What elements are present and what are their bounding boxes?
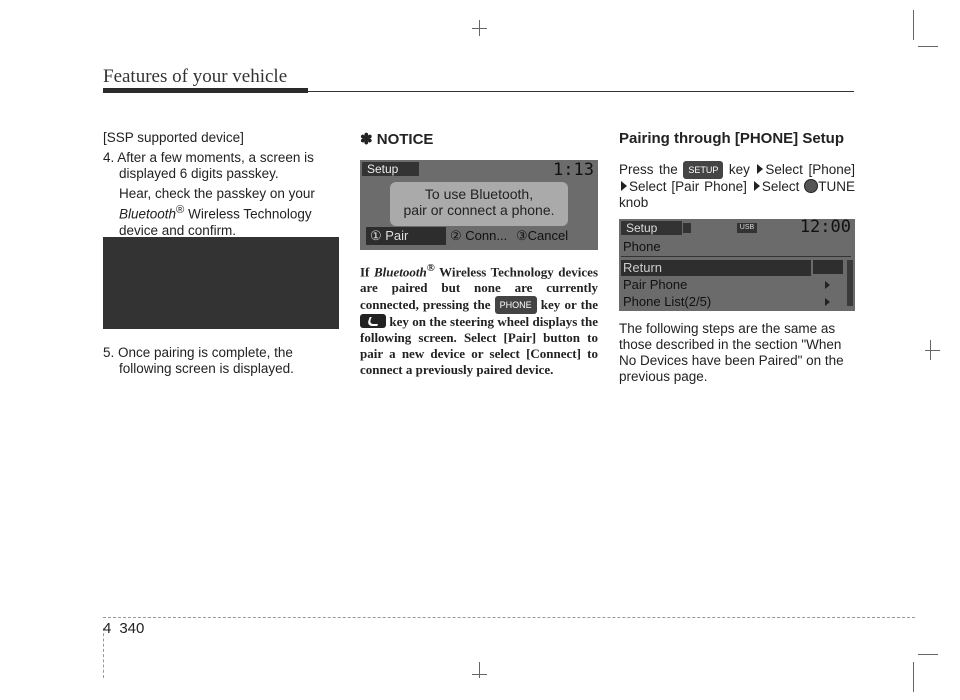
page-header-title: Features of your vehicle	[103, 66, 288, 87]
return-icon	[813, 260, 843, 274]
screen-label: Phone	[623, 239, 661, 254]
section-number: 4	[103, 620, 112, 637]
pairing-instructions: Press the SETUP key Select [Phone]Select [Pair Phone] Select TUNE knob	[619, 162, 855, 210]
pair-option: ① Pair	[366, 227, 446, 245]
crop-mark	[913, 10, 914, 40]
section-title: Pairing through [PHONE] Setup	[619, 130, 844, 147]
phone-key-icon: PHONE	[495, 296, 537, 314]
crop-mark	[472, 28, 487, 29]
notice-column	[360, 130, 598, 378]
step-4-detail: Hear, check the passkey on your Bluetooth® Wireless Technology device and confirm.	[119, 186, 315, 238]
tune-knob-icon	[804, 179, 818, 193]
pair-phone-row: Pair Phone	[623, 277, 688, 292]
call-key-icon	[360, 314, 386, 328]
screen-clock: 1:13	[553, 160, 594, 180]
screen-tab: Setup	[362, 162, 419, 176]
crop-mark	[918, 46, 938, 47]
chevron-right-icon	[825, 298, 830, 306]
chevron-right-icon	[825, 281, 830, 289]
crop-mark	[913, 662, 914, 692]
bluetooth-brand: Bluetooth	[119, 206, 177, 222]
divider	[621, 256, 851, 257]
notice-text: If Bluetooth® Wireless Technology devices are paired but none are currently connected, pressing the PHONE key or the key on the steering wheel displays the following screen. Select [Pair] button to pair a new device or select [Connect] to connect a previously paired device.	[360, 262, 598, 378]
scrollbar	[847, 260, 853, 306]
arrow-right-icon	[621, 181, 627, 191]
usb-icon: USB	[737, 223, 757, 233]
phone-setup-screen	[619, 219, 855, 311]
connect-option: ② Conn...	[450, 228, 508, 243]
phone-list-row: Phone List(2/5)	[623, 294, 712, 309]
setup-key-icon: SETUP	[683, 161, 723, 179]
passkey-screen-image	[103, 237, 339, 329]
arrow-right-icon	[754, 181, 760, 191]
footer-rule	[103, 617, 915, 618]
crop-mark	[479, 662, 480, 678]
ssp-label: [SSP supported device]	[103, 130, 244, 145]
step-5: 5. Once pairing is complete, the following screen is displayed.	[103, 345, 294, 376]
screen-tab: Setup	[621, 221, 682, 235]
screen-options	[366, 227, 592, 245]
crop-mark	[925, 350, 940, 351]
page-number	[103, 620, 144, 637]
return-row: Return	[621, 260, 811, 276]
page-number-value: 340	[119, 620, 145, 637]
column-right	[619, 130, 855, 385]
screen-message: To use Bluetooth, pair or connect a phone.	[390, 182, 568, 226]
column-left-lower	[103, 345, 339, 381]
step-4: 4. After a few moments, a screen is displayed 6 digits passkey.	[103, 150, 314, 181]
notice-title: ✽ NOTICE	[360, 131, 434, 148]
bluetooth-icon	[683, 223, 691, 233]
cancel-option: ③Cancel	[516, 228, 569, 243]
crop-mark	[472, 674, 487, 675]
arrow-right-icon	[757, 164, 763, 174]
column-left	[103, 130, 339, 243]
header-rule-accent	[103, 88, 308, 93]
screen-clock: 12:00	[799, 217, 851, 237]
following-steps: The following steps are the same as those described in the section "When No Devices have been Paired" on the previous page.	[619, 321, 844, 384]
crop-mark	[918, 654, 938, 655]
bluetooth-screen	[360, 160, 598, 250]
